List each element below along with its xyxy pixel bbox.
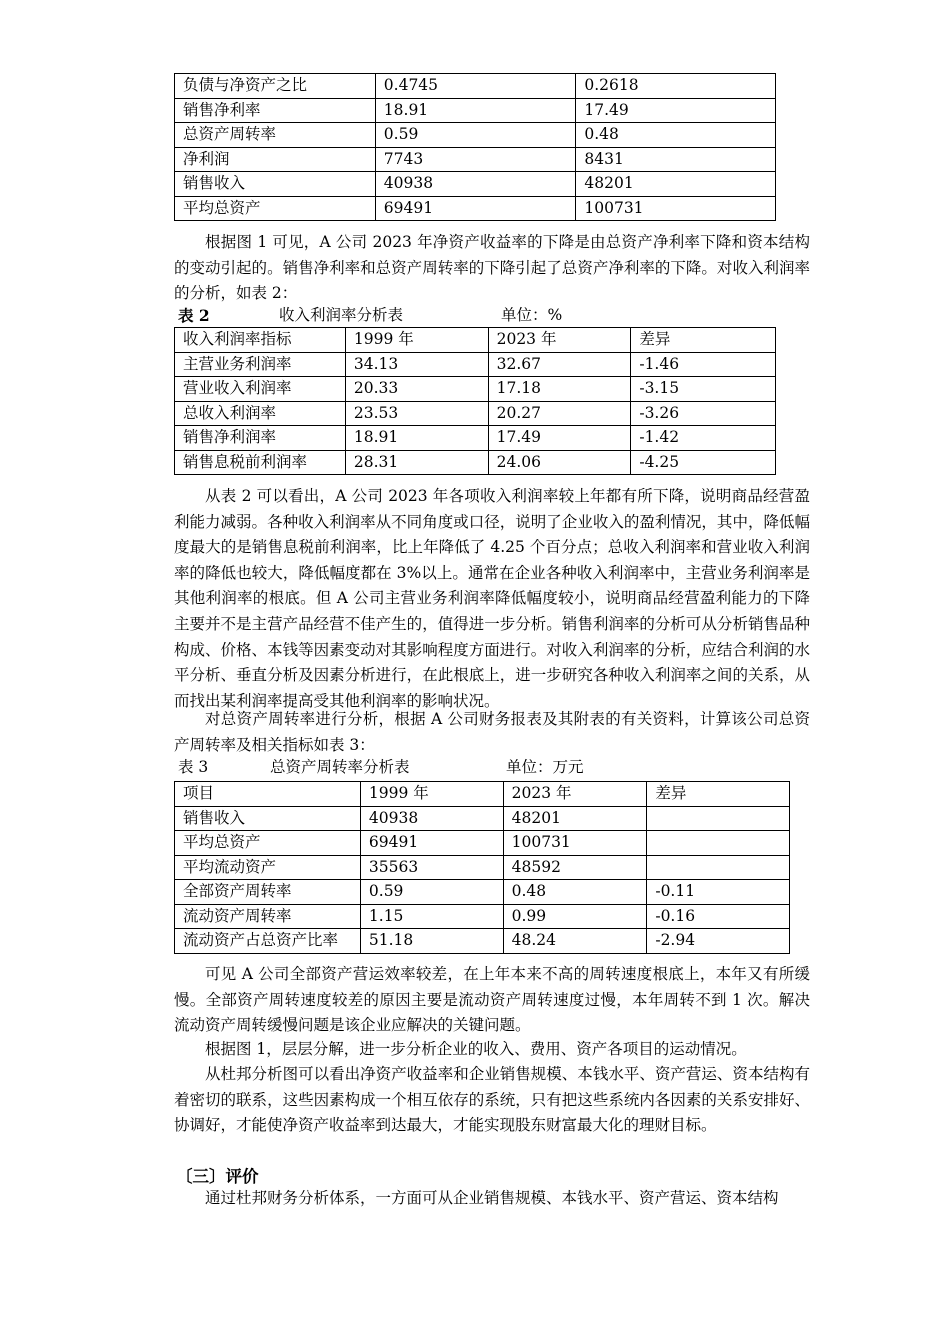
table-2-cell: 20.27 xyxy=(488,401,631,426)
table-2-cell: 24.06 xyxy=(488,450,631,475)
table-2-cell: 34.13 xyxy=(345,352,488,377)
paragraph-1: 根据图 1 可见，A 公司 2023 年净资产收益率的下降是由总资产净利率下降和资本结构的变动引起的。销售净利率和总资产周转率的下降引起了总资产净利率的下降。对收入利润率的分析，如表 2： xyxy=(174,233,810,303)
table-2-cell: 18.91 xyxy=(345,426,488,451)
table-2-caption-unit: 单位：% xyxy=(501,306,563,324)
table-3-cell: 流动资产周转率 xyxy=(175,904,361,929)
table-3-cell: 48.24 xyxy=(503,929,647,954)
table-3 xyxy=(174,781,790,954)
table-1-row xyxy=(175,74,776,99)
table-2-cell: -3.26 xyxy=(631,401,776,426)
table-3-cell: 流动资产占总资产比率 xyxy=(175,929,361,954)
table-2-cell: 差异 xyxy=(631,328,776,353)
section-heading: 〔三〕评价 xyxy=(176,1167,259,1186)
table-3-cell: 2023 年 xyxy=(503,782,647,807)
table-1-cell: 销售净利率 xyxy=(175,98,376,123)
table-3-cell: 0.59 xyxy=(360,880,503,905)
table-1-cell: 0.4745 xyxy=(375,74,576,99)
table-3-cell: -0.16 xyxy=(647,904,790,929)
paragraph-3: 对总资产周转率进行分析，根据 A 公司财务报表及其附表的有关资料，计算该公司总资产周转率及相关指标如表 3： xyxy=(174,710,810,754)
table-2-cell: 17.18 xyxy=(488,377,631,402)
table-1-cell: 69491 xyxy=(375,196,576,221)
table-3-row xyxy=(175,831,790,856)
table-3-caption-label: 表 3 xyxy=(178,758,209,776)
table-2-cell: 23.53 xyxy=(345,401,488,426)
table-1-cell: 100731 xyxy=(576,196,776,221)
table-1-row xyxy=(175,172,776,197)
table-1-row xyxy=(175,123,776,148)
table-2-cell: 20.33 xyxy=(345,377,488,402)
table-1-cell: 负债与净资产之比 xyxy=(175,74,376,99)
table-1-row xyxy=(175,98,776,123)
table-1-cell: 8431 xyxy=(576,147,776,172)
table-3-cell: 69491 xyxy=(360,831,503,856)
table-2-cell: 28.31 xyxy=(345,450,488,475)
table-2-cell: 1999 年 xyxy=(345,328,488,353)
table-3-cell: 100731 xyxy=(503,831,647,856)
table-3-cell: 40938 xyxy=(360,806,503,831)
table-1-cell: 0.48 xyxy=(576,123,776,148)
table-3-row xyxy=(175,855,790,880)
table-2-row xyxy=(175,328,776,353)
paragraph-4: 可见 A 公司全部资产营运效率较差，在上年本来不高的周转速度根底上，本年又有所缓慢。全部资产周转速度较差的原因主要是流动资产周转速度过慢，本年周转不到 1 次。解决流动资产周转缓慢问题是该企业应解决的关键问题。 xyxy=(174,965,810,1035)
table-2-cell: 总收入利润率 xyxy=(175,401,346,426)
paragraph-2: 从表 2 可以看出，A 公司 2023 年各项收入利润率较上年都有所下降，说明商品经营盈利能力减弱。各种收入利润率从不同角度或口径，说明了企业收入的盈利情况，其中，降低幅度最大的是销售息税前利润率，比上年降低了 4.25 个百分点；总收入利润率和营业收入利润率的降低也较大，降低幅度都在 3%以上。通常在企业各种收入利润率中，主营业务利润率是其他利润率的根底。但 A 公司主营业务利润率降低幅度较小，说明商品经营盈利能力的下降主要并不是主营产品经营不佳产生的，值得进一步分析。销售利润率的分析可从分析销售品种构成、价格、本钱等因素变动对其影响程度方面进行。对收入利润率的分析，应结合利润的水平分析、垂直分析及因素分析进行，在此根底上，进一步研究各种收入利润率之间的关系，从而找出某利润率提高受其他利润率的影响状况。 xyxy=(174,487,810,710)
table-3-row xyxy=(175,929,790,954)
table-2-cell: 主营业务利润率 xyxy=(175,352,346,377)
table-2-caption-label: 表 2 xyxy=(178,306,210,325)
table-1 xyxy=(174,73,776,221)
table-1-cell: 17.49 xyxy=(576,98,776,123)
table-2-row xyxy=(175,450,776,475)
table-1-cell: 7743 xyxy=(375,147,576,172)
table-3-row xyxy=(175,880,790,905)
table-3-cell: -0.11 xyxy=(647,880,790,905)
table-1-cell: 48201 xyxy=(576,172,776,197)
table-2 xyxy=(174,327,776,475)
table-3-cell: -2.94 xyxy=(647,929,790,954)
table-2-caption-title: 收入利润率分析表 xyxy=(279,306,404,324)
table-3-caption-title: 总资产周转率分析表 xyxy=(270,758,410,776)
table-1-row xyxy=(175,147,776,172)
table-3-cell: 0.99 xyxy=(503,904,647,929)
table-2-cell: 收入利润率指标 xyxy=(175,328,346,353)
paragraph-6: 从杜邦分析图可以看出净资产收益率和企业销售规模、本钱水平、资产营运、资本结构有着密切的联系，这些因素构成一个相互依存的系统，只有把这些系统内各因素的关系安排好、协调好，才能使净资产收益率到达最大，才能实现股东财富最大化的理财目标。 xyxy=(174,1065,810,1135)
table-2-row xyxy=(175,377,776,402)
table-2-cell: 营业收入利润率 xyxy=(175,377,346,402)
table-3-cell: 平均流动资产 xyxy=(175,855,361,880)
table-3-cell xyxy=(647,831,790,856)
table-3-cell: 全部资产周转率 xyxy=(175,880,361,905)
table-3-row xyxy=(175,806,790,831)
table-2-cell: 销售息税前利润率 xyxy=(175,450,346,475)
table-2-cell: -4.25 xyxy=(631,450,776,475)
table-3-cell: 差异 xyxy=(647,782,790,807)
table-3-cell: 销售收入 xyxy=(175,806,361,831)
table-3-cell: 35563 xyxy=(360,855,503,880)
table-2-cell: -1.42 xyxy=(631,426,776,451)
table-3-row xyxy=(175,782,790,807)
table-1-row xyxy=(175,196,776,221)
table-3-cell: 项目 xyxy=(175,782,361,807)
table-3-row xyxy=(175,904,790,929)
table-1-cell: 平均总资产 xyxy=(175,196,376,221)
table-1-cell: 40938 xyxy=(375,172,576,197)
table-2-cell: 销售净利润率 xyxy=(175,426,346,451)
table-3-caption-unit: 单位：万元 xyxy=(506,758,584,776)
table-2-cell: 17.49 xyxy=(488,426,631,451)
table-3-cell: 48201 xyxy=(503,806,647,831)
table-3-cell: 平均总资产 xyxy=(175,831,361,856)
table-1-cell: 18.91 xyxy=(375,98,576,123)
paragraph-7: 通过杜邦财务分析体系，一方面可从企业销售规模、本钱水平、资产营运、资本结构 xyxy=(205,1189,779,1207)
table-3-cell: 1999 年 xyxy=(360,782,503,807)
table-2-row xyxy=(175,401,776,426)
table-1-cell: 0.2618 xyxy=(576,74,776,99)
table-3-cell: 0.48 xyxy=(503,880,647,905)
table-3-cell xyxy=(647,855,790,880)
table-2-cell: -3.15 xyxy=(631,377,776,402)
table-1-cell: 0.59 xyxy=(375,123,576,148)
table-1-cell: 销售收入 xyxy=(175,172,376,197)
table-2-cell: 32.67 xyxy=(488,352,631,377)
table-3-cell: 1.15 xyxy=(360,904,503,929)
table-2-row xyxy=(175,352,776,377)
table-1-cell: 净利润 xyxy=(175,147,376,172)
table-2-cell: -1.46 xyxy=(631,352,776,377)
table-2-row xyxy=(175,426,776,451)
table-2-cell: 2023 年 xyxy=(488,328,631,353)
paragraph-5: 根据图 1，层层分解，进一步分析企业的收入、费用、资产各项目的运动情况。 xyxy=(205,1040,747,1058)
table-1-cell: 总资产周转率 xyxy=(175,123,376,148)
table-3-cell: 48592 xyxy=(503,855,647,880)
table-3-cell xyxy=(647,806,790,831)
table-3-cell: 51.18 xyxy=(360,929,503,954)
